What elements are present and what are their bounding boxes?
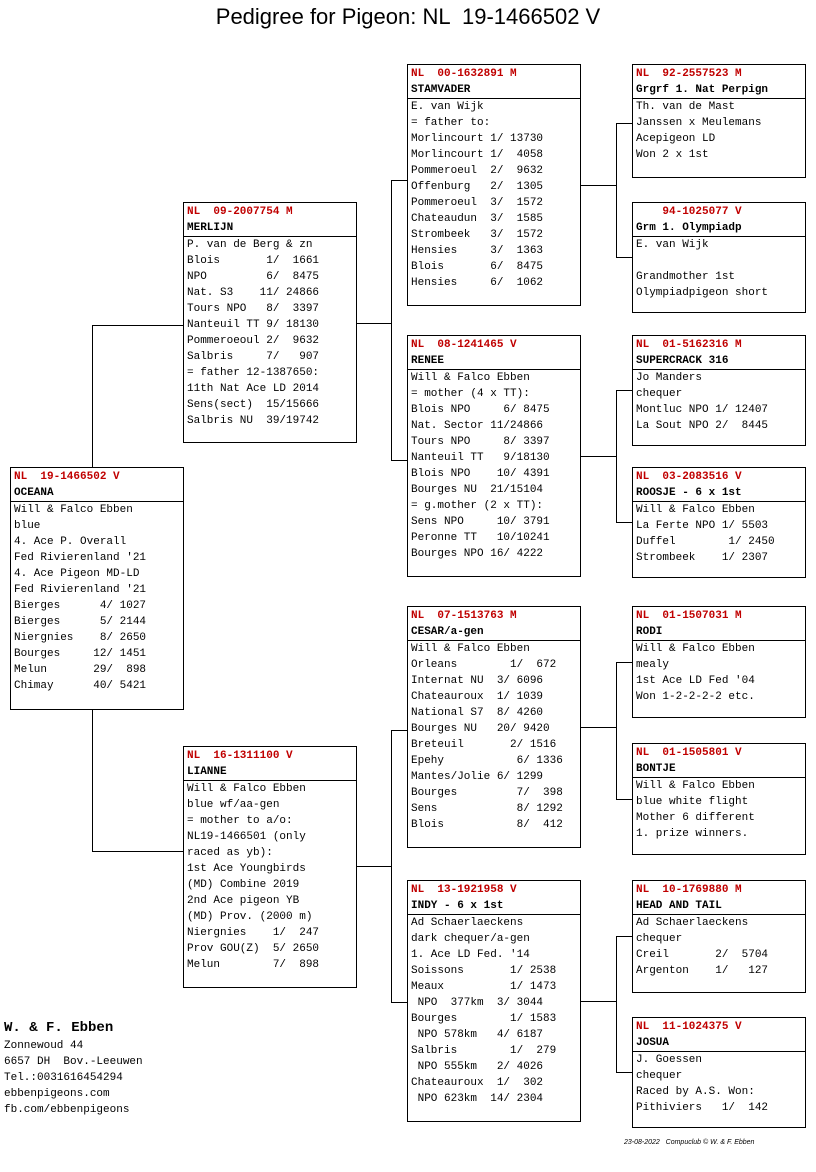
pigeon-detail-line: = mother to a/o: <box>187 815 293 827</box>
connector-line <box>616 390 617 522</box>
pigeon-detail-line: Montluc NPO 1/ 12407 <box>636 404 769 416</box>
connector-line <box>616 1072 632 1073</box>
pigeon-name: RENEE <box>408 353 580 370</box>
pigeon-detail-line: P. van de Berg & zn <box>187 239 313 251</box>
pigeon-detail-line: Grandmother 1st <box>636 271 736 283</box>
pigeon-detail-line: Chateaudun 3/ 1585 <box>411 213 544 225</box>
pigeon-detail-line: Fed Rivierenland '21 <box>14 584 147 596</box>
pigeon-details <box>633 1052 805 1116</box>
pigeon-name: RODI <box>633 624 805 641</box>
pigeon-details <box>408 641 580 833</box>
pigeon-detail-line: Bourges 12/ 1451 <box>14 648 147 660</box>
breeder-info <box>4 1018 143 1118</box>
pigeon-details <box>408 99 580 291</box>
pigeon-card-subject[interactable] <box>10 467 184 710</box>
pigeon-name: STAMVADER <box>408 82 580 99</box>
connector-line <box>616 123 617 257</box>
connector-line <box>581 185 616 186</box>
pigeon-detail-line: Breteuil 2/ 1516 <box>411 739 557 751</box>
connector-line <box>92 710 93 851</box>
pigeon-name: ROOSJE - 6 x 1st <box>633 485 805 502</box>
connector-line <box>357 323 391 324</box>
pigeon-details <box>633 370 805 434</box>
pigeon-detail-line: 1. Ace LD Fed. '14 <box>411 949 530 961</box>
ring-number: 94-1025077 V <box>636 206 742 218</box>
pigeon-detail-line: = mother (4 x TT): <box>411 388 530 400</box>
pigeon-detail-line: chequer <box>636 933 683 945</box>
pigeon-card-sire-dam-dam[interactable] <box>632 467 806 578</box>
ring-number: NL 13-1921958 V <box>411 884 517 896</box>
pigeon-card-sire-dam[interactable] <box>407 335 581 577</box>
pigeon-detail-line: Blois 8/ 412 <box>411 819 563 831</box>
connector-line <box>616 936 617 1072</box>
ring-number: NL 08-1241465 V <box>411 339 517 351</box>
pigeon-card-dam[interactable] <box>183 746 357 988</box>
connector-line <box>616 662 632 663</box>
pigeon-details <box>633 237 805 301</box>
pigeon-details <box>633 502 805 566</box>
pigeon-detail-line: Hensies 3/ 1363 <box>411 245 544 257</box>
pigeon-name: JOSUA <box>633 1035 805 1052</box>
pigeon-card-sire-dam-sire[interactable] <box>632 335 806 446</box>
connector-line <box>391 180 407 181</box>
breeder-address: Zonnewoud 44 <box>4 1040 84 1052</box>
pigeon-detail-line: Bierges 4/ 1027 <box>14 600 147 612</box>
connector-line <box>581 456 616 457</box>
pigeon-detail-line: = father to: <box>411 117 491 129</box>
ring-number: NL 92-2557523 M <box>636 68 742 80</box>
pigeon-details <box>633 641 805 705</box>
pigeon-detail-line: Offenburg 2/ 1305 <box>411 181 544 193</box>
ring-number: NL 11-1024375 V <box>636 1021 742 1033</box>
pigeon-details <box>633 915 805 979</box>
pigeon-detail-line: 1st Ace Youngbirds <box>187 863 306 875</box>
pigeon-detail-line: Chateauroux 1/ 302 <box>411 1077 544 1089</box>
pigeon-detail-line: 4. Ace Pigeon MD-LD <box>14 568 140 580</box>
ring-number: NL 03-2083516 V <box>636 471 742 483</box>
pigeon-detail-line: Will & Falco Ebben <box>636 780 755 792</box>
pigeon-details <box>633 99 805 163</box>
pigeon-detail-line: Blois 6/ 8475 <box>411 261 544 273</box>
pigeon-detail-line: raced as yb): <box>187 847 273 859</box>
pigeon-detail-line: Bourges NPO 16/ 4222 <box>411 548 544 560</box>
pigeon-card-dam-dam-sire[interactable] <box>632 880 806 993</box>
connector-line <box>616 123 632 124</box>
connector-line <box>616 799 632 800</box>
pigeon-detail-line: mealy <box>636 659 670 671</box>
pigeon-detail-line: National S7 8/ 4260 <box>411 707 544 719</box>
pigeon-detail-line: Fed Rivierenland '21 <box>14 552 147 564</box>
pigeon-detail-line: NPO 6/ 8475 <box>187 271 320 283</box>
pigeon-detail-line: Blois NPO 6/ 8475 <box>411 404 550 416</box>
connector-line <box>616 390 632 391</box>
pigeon-detail-line: NL19-1466501 (only <box>187 831 306 843</box>
pigeon-detail-line: Tours NPO 8/ 3397 <box>411 436 550 448</box>
pigeon-detail-line: E. van Wijk <box>636 239 709 251</box>
pigeon-detail-line: blue wf/aa-gen <box>187 799 280 811</box>
breeder-facebook-link[interactable]: fb.com/ebbenpigeons <box>4 1104 130 1116</box>
pigeon-detail-line: = father 12-1387650: <box>187 367 320 379</box>
pigeon-detail-line: Strombeek 3/ 1572 <box>411 229 544 241</box>
pigeon-detail-line: Won 2 x 1st <box>636 149 709 161</box>
pigeon-detail-line: Jo Manders <box>636 372 703 384</box>
pigeon-detail-line: Sens NPO 10/ 3791 <box>411 516 550 528</box>
pigeon-detail-line: Ad Schaerlaeckens <box>636 917 749 929</box>
connector-line <box>391 460 407 461</box>
connector-line <box>391 730 392 1002</box>
pigeon-detail-line: Niergnies 1/ 247 <box>187 927 320 939</box>
pigeon-detail-line: Nat. S3 11/ 24866 <box>187 287 320 299</box>
connector-line <box>357 866 391 867</box>
pigeon-detail-line: Chateauroux 1/ 1039 <box>411 691 544 703</box>
pigeon-detail-line: Peronne TT 10/10241 <box>411 532 550 544</box>
pigeon-detail-line: E. van Wijk <box>411 101 484 113</box>
pigeon-detail-line: Pommeroeul 3/ 1572 <box>411 197 544 209</box>
pigeon-detail-line: 11th Nat Ace LD 2014 <box>187 383 320 395</box>
pigeon-detail-line: Salbris NU 39/19742 <box>187 415 320 427</box>
pigeon-name: OCEANA <box>11 485 183 502</box>
pigeon-detail-line: Soissons 1/ 2538 <box>411 965 557 977</box>
pigeon-card-dam-dam-dam[interactable] <box>632 1017 806 1128</box>
pigeon-name: Grm 1. Olympiadp <box>633 220 805 237</box>
pigeon-detail-line: chequer <box>636 388 683 400</box>
pigeon-detail-line: J. Goessen <box>636 1054 703 1066</box>
pigeon-detail-line: Melun 29/ 898 <box>14 664 147 676</box>
pigeon-name: MERLIJN <box>184 220 356 237</box>
connector-line <box>616 257 632 258</box>
connector-line <box>391 730 407 731</box>
pigeon-detail-line: Will & Falco Ebben <box>636 504 755 516</box>
pigeon-detail-line: 1. prize winners. <box>636 828 749 840</box>
pigeon-card-sire-sire[interactable] <box>407 64 581 306</box>
pigeon-detail-line: Will & Falco Ebben <box>636 643 755 655</box>
pigeon-card-dam-dam[interactable] <box>407 880 581 1122</box>
pigeon-detail-line: Nat. Sector 11/24866 <box>411 420 544 432</box>
pigeon-details <box>184 237 356 429</box>
ring-number: NL 07-1513763 M <box>411 610 517 622</box>
pigeon-detail-line: NPO 555km 2/ 4026 <box>411 1061 544 1073</box>
pigeon-detail-line: Salbris 1/ 279 <box>411 1045 557 1057</box>
ring-number: NL 16-1311100 V <box>187 750 293 762</box>
pigeon-detail-line: Bourges NU 21/15104 <box>411 484 544 496</box>
pigeon-detail-line: Sens(sect) 15/15666 <box>187 399 320 411</box>
pigeon-detail-line: Morlincourt 1/ 13730 <box>411 133 544 145</box>
connector-line <box>92 325 183 326</box>
pigeon-detail-line: Blois NPO 10/ 4391 <box>411 468 550 480</box>
pigeon-card-dam-sire-dam[interactable] <box>632 743 806 855</box>
pigeon-name: SUPERCRACK 316 <box>633 353 805 370</box>
pigeon-name: Grgrf 1. Nat Perpign <box>633 82 805 99</box>
pigeon-detail-line: La Sout NPO 2/ 8445 <box>636 420 769 432</box>
pigeon-detail-line: Internat NU 3/ 6096 <box>411 675 544 687</box>
connector-line <box>616 522 632 523</box>
pigeon-detail-line: 1st Ace LD Fed '04 <box>636 675 755 687</box>
pigeon-detail-line: Argenton 1/ 127 <box>636 965 769 977</box>
pigeon-detail-line: Nanteuil TT 9/ 18130 <box>187 319 320 331</box>
ring-number: NL 00-1632891 M <box>411 68 517 80</box>
pigeon-detail-line: Chimay 40/ 5421 <box>14 680 147 692</box>
pigeon-detail-line: Hensies 6/ 1062 <box>411 277 544 289</box>
ring-number: NL 09-2007754 M <box>187 206 293 218</box>
connector-line <box>581 727 616 728</box>
pigeon-detail-line: Tours NPO 8/ 3397 <box>187 303 320 315</box>
pigeon-card-dam-sire[interactable] <box>407 606 581 848</box>
pigeon-detail-line: La Ferte NPO 1/ 5503 <box>636 520 769 532</box>
pigeon-detail-line: 2nd Ace pigeon YB <box>187 895 300 907</box>
pigeon-detail-line: Janssen x Meulemans <box>636 117 762 129</box>
pigeon-detail-line: blue <box>14 520 41 532</box>
pigeon-detail-line: Will & Falco Ebben <box>411 643 530 655</box>
pigeon-detail-line: Acepigeon LD <box>636 133 716 145</box>
pigeon-detail-line: Bourges 7/ 398 <box>411 787 563 799</box>
pigeon-detail-line: chequer <box>636 1070 683 1082</box>
pigeon-detail-line: Pommeroeul 2/ 9632 <box>411 165 544 177</box>
pigeon-detail-line: NPO 377km 3/ 3044 <box>411 997 544 1009</box>
pigeon-details <box>11 502 183 694</box>
pigeon-detail-line: Bourges 1/ 1583 <box>411 1013 557 1025</box>
pigeon-detail-line: Salbris 7/ 907 <box>187 351 320 363</box>
pigeon-card-dam-sire-sire[interactable] <box>632 606 806 718</box>
pigeon-name: CESAR/a-gen <box>408 624 580 641</box>
pigeon-detail-line: Prov GOU(Z) 5/ 2650 <box>187 943 320 955</box>
connector-line <box>391 180 392 460</box>
pigeon-detail-line: Sens 8/ 1292 <box>411 803 563 815</box>
pigeon-detail-line: Orleans 1/ 672 <box>411 659 557 671</box>
pigeon-detail-line: Won 1-2-2-2-2 etc. <box>636 691 755 703</box>
ring-number: NL 10-1769880 M <box>636 884 742 896</box>
pigeon-detail-line: NPO 623km 14/ 2304 <box>411 1093 544 1105</box>
pigeon-detail-line: Creil 2/ 5704 <box>636 949 769 961</box>
pigeon-detail-line: Mother 6 different <box>636 812 755 824</box>
breeder-website-link[interactable]: ebbenpigeons.com <box>4 1088 110 1100</box>
pigeon-detail-line: (MD) Combine 2019 <box>187 879 300 891</box>
pigeon-detail-line: Pommeroeoul 2/ 9632 <box>187 335 320 347</box>
pigeon-name: LIANNE <box>184 764 356 781</box>
footer-credit: 23-08-2022 Compuclub © W. & F. Ebben <box>624 1139 755 1146</box>
pigeon-detail-line: = g.mother (2 x TT): <box>411 500 544 512</box>
pigeon-detail-line <box>636 253 802 269</box>
pigeon-detail-line: Bourges NU 20/ 9420 <box>411 723 550 735</box>
pigeon-detail-line: Epehy 6/ 1336 <box>411 755 563 767</box>
ring-number: NL 01-1505801 V <box>636 747 742 759</box>
breeder-postal: 6657 DH Bov.-Leeuwen <box>4 1056 143 1068</box>
pigeon-card-sire-sire-dam[interactable] <box>632 202 806 313</box>
pigeon-detail-line: Will & Falco Ebben <box>411 372 530 384</box>
pigeon-detail-line: Th. van de Mast <box>636 101 736 113</box>
pigeon-detail-line: Melun 7/ 898 <box>187 959 320 971</box>
ring-number: NL 01-1507031 M <box>636 610 742 622</box>
breeder-name: W. & F. Ebben <box>4 1020 114 1036</box>
pigeon-card-sire-sire-sire[interactable] <box>632 64 806 178</box>
ring-number: NL 01-5162316 M <box>636 339 742 351</box>
pigeon-detail-line: (MD) Prov. (2000 m) <box>187 911 313 923</box>
connector-line <box>581 1001 616 1002</box>
pigeon-card-sire[interactable] <box>183 202 357 443</box>
pigeon-details <box>408 370 580 562</box>
pigeon-detail-line: Will & Falco Ebben <box>14 504 133 516</box>
breeder-phone: Tel.:0031616454294 <box>4 1072 123 1084</box>
pigeon-detail-line: Nanteuil TT 9/18130 <box>411 452 550 464</box>
ring-number: NL 19-1466502 V <box>14 471 120 483</box>
connector-line <box>92 325 93 467</box>
pigeon-details <box>633 778 805 842</box>
pigeon-detail-line: dark chequer/a-gen <box>411 933 530 945</box>
connector-line <box>92 851 183 852</box>
page-title: Pedigree for Pigeon: NL 19-1466502 V <box>215 4 601 29</box>
pigeon-detail-line: Will & Falco Ebben <box>187 783 306 795</box>
connector-line <box>616 936 632 937</box>
pigeon-details <box>184 781 356 973</box>
pigeon-detail-line: Olympiadpigeon short <box>636 287 769 299</box>
pigeon-details <box>408 915 580 1107</box>
pigeon-detail-line: Morlincourt 1/ 4058 <box>411 149 544 161</box>
pigeon-detail-line: 4. Ace P. Overall <box>14 536 127 548</box>
connector-line <box>616 662 617 799</box>
connector-line <box>391 1002 407 1003</box>
pigeon-detail-line: NPO 578km 4/ 6187 <box>411 1029 544 1041</box>
pigeon-detail-line: Strombeek 1/ 2307 <box>636 552 769 564</box>
pigeon-detail-line: Niergnies 8/ 2650 <box>14 632 147 644</box>
pigeon-detail-line: Blois 1/ 1661 <box>187 255 320 267</box>
pigeon-detail-line: Meaux 1/ 1473 <box>411 981 557 993</box>
pigeon-name: HEAD AND TAIL <box>633 898 805 915</box>
pigeon-detail-line: Pithiviers 1/ 142 <box>636 1102 769 1114</box>
pigeon-detail-line: Raced by A.S. Won: <box>636 1086 755 1098</box>
pigeon-detail-line: blue white flight <box>636 796 749 808</box>
pigeon-detail-line: Ad Schaerlaeckens <box>411 917 524 929</box>
pigeon-detail-line: Mantes/Jolie 6/ 1299 <box>411 771 544 783</box>
pigeon-name: BONTJE <box>633 761 805 778</box>
pigeon-name: INDY - 6 x 1st <box>408 898 580 915</box>
pigeon-detail-line: Bierges 5/ 2144 <box>14 616 147 628</box>
pigeon-detail-line: Duffel 1/ 2450 <box>636 536 775 548</box>
